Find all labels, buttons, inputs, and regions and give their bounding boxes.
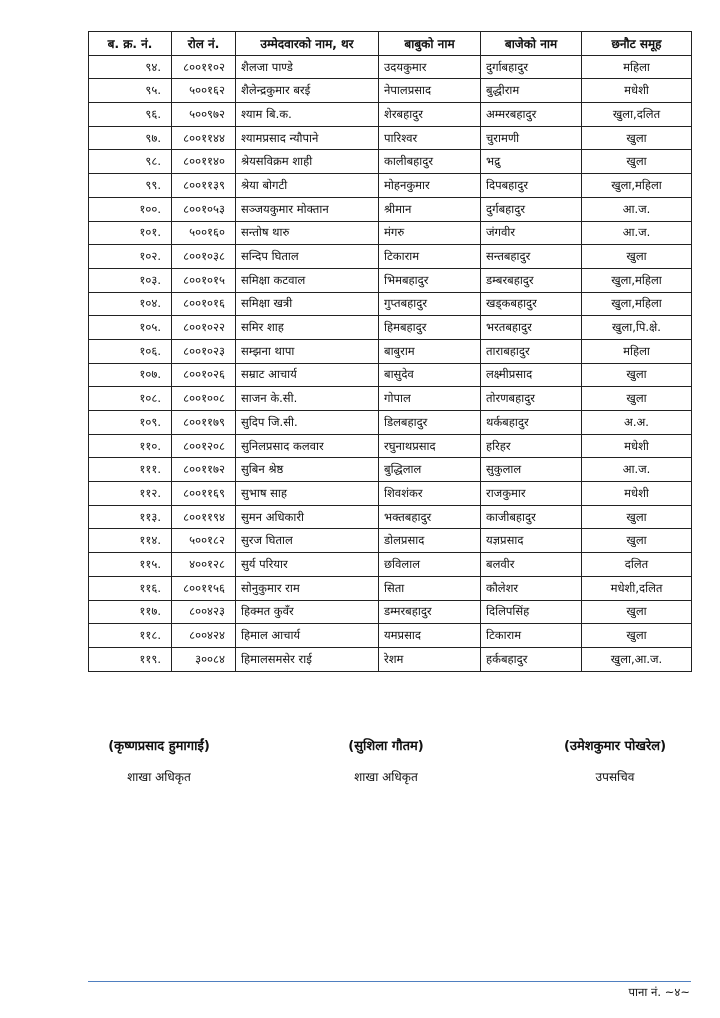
roll-cell: ८००४२३ bbox=[172, 600, 236, 624]
header-group: छनौट समूह bbox=[582, 32, 692, 56]
table-row bbox=[89, 411, 692, 435]
father-name-cell: मंगरु bbox=[379, 221, 481, 245]
grandfather-name-cell: खड्कबहादुर bbox=[481, 292, 582, 316]
serial-cell: १०१. bbox=[89, 221, 172, 245]
table-row bbox=[89, 387, 692, 411]
roll-cell: ५००९७२ bbox=[172, 103, 236, 127]
table-row bbox=[89, 624, 692, 648]
roll-cell: ५००१६० bbox=[172, 221, 236, 245]
serial-cell: ९५. bbox=[89, 79, 172, 103]
serial-cell: १०९. bbox=[89, 411, 172, 435]
grandfather-name-cell: राजकुमार bbox=[481, 482, 582, 506]
serial-cell: १००. bbox=[89, 197, 172, 221]
serial-cell: १०३. bbox=[89, 268, 172, 292]
grandfather-name-cell: काजीबहादुर bbox=[481, 505, 582, 529]
candidate-name-cell: सुनिलप्रसाद कलवार bbox=[236, 434, 379, 458]
table-row bbox=[89, 316, 692, 340]
group-cell: खुला bbox=[582, 529, 692, 553]
table-row bbox=[89, 268, 692, 292]
father-name-cell: रघुनाथप्रसाद bbox=[379, 434, 481, 458]
table-body bbox=[89, 55, 692, 671]
father-name-cell: छविलाल bbox=[379, 553, 481, 577]
header-serial: ब. क्र. नं. bbox=[89, 32, 172, 56]
group-cell: खुला,महिला bbox=[582, 174, 692, 198]
candidate-name-cell: शैलजा पाण्डे bbox=[236, 55, 379, 79]
serial-cell: ९६. bbox=[89, 103, 172, 127]
serial-cell: ११८. bbox=[89, 624, 172, 648]
candidate-name-cell: हिमाल आचार्य bbox=[236, 624, 379, 648]
roll-cell: ८००११९४ bbox=[172, 505, 236, 529]
table-row bbox=[89, 363, 692, 387]
serial-cell: ९७. bbox=[89, 126, 172, 150]
father-name-cell: उदयकुमार bbox=[379, 55, 481, 79]
roll-cell: ८००११७९ bbox=[172, 411, 236, 435]
father-name-cell: यमप्रसाद bbox=[379, 624, 481, 648]
signatory-name: (उमेशकुमार पोखरेल) bbox=[563, 739, 667, 754]
group-cell: मधेशी bbox=[582, 434, 692, 458]
roll-cell: ५००१६२ bbox=[172, 79, 236, 103]
group-cell: खुला bbox=[582, 624, 692, 648]
grandfather-name-cell: हरिहर bbox=[481, 434, 582, 458]
roll-cell: ८००१००८ bbox=[172, 387, 236, 411]
candidate-name-cell: सम्राट आचार्य bbox=[236, 363, 379, 387]
father-name-cell: नेपालप्रसाद bbox=[379, 79, 481, 103]
candidate-name-cell: समिर शाह bbox=[236, 316, 379, 340]
roll-cell: ८००१०२२ bbox=[172, 316, 236, 340]
serial-cell: १०४. bbox=[89, 292, 172, 316]
candidate-name-cell: सन्दिप घिताल bbox=[236, 245, 379, 269]
group-cell: आ.ज. bbox=[582, 458, 692, 482]
table-row bbox=[89, 292, 692, 316]
header-name: उम्मेदवारको नाम, थर bbox=[236, 32, 379, 56]
candidate-name-cell: सुरज घिताल bbox=[236, 529, 379, 553]
serial-cell: १०२. bbox=[89, 245, 172, 269]
table-row bbox=[89, 458, 692, 482]
group-cell: खुला,दलित bbox=[582, 103, 692, 127]
candidate-name-cell: श्यामप्रसाद न्यौपाने bbox=[236, 126, 379, 150]
grandfather-name-cell: दुर्गाबहादुर bbox=[481, 55, 582, 79]
roll-cell: ८००१०२३ bbox=[172, 339, 236, 363]
serial-cell: १०७. bbox=[89, 363, 172, 387]
serial-cell: १०५. bbox=[89, 316, 172, 340]
table-row bbox=[89, 79, 692, 103]
group-cell: खुला,पि.क्षे. bbox=[582, 316, 692, 340]
candidate-name-cell: समिक्षा खत्री bbox=[236, 292, 379, 316]
father-name-cell: बुद्धिलाल bbox=[379, 458, 481, 482]
serial-cell: ११४. bbox=[89, 529, 172, 553]
candidate-name-cell: समिक्षा कटवाल bbox=[236, 268, 379, 292]
table-row bbox=[89, 150, 692, 174]
signature-block-3 bbox=[515, 736, 715, 785]
serial-cell: ११७. bbox=[89, 600, 172, 624]
father-name-cell: डोलप्रसाद bbox=[379, 529, 481, 553]
candidate-name-cell: सुदिप जि.सी. bbox=[236, 411, 379, 435]
table-row bbox=[89, 197, 692, 221]
grandfather-name-cell: दुर्गबहादुर bbox=[481, 197, 582, 221]
father-name-cell: गोपाल bbox=[379, 387, 481, 411]
group-cell: खुला,महिला bbox=[582, 268, 692, 292]
group-cell: आ.ज. bbox=[582, 197, 692, 221]
grandfather-name-cell: दिलिपसिंह bbox=[481, 600, 582, 624]
father-name-cell: सिता bbox=[379, 576, 481, 600]
group-cell: दलित bbox=[582, 553, 692, 577]
father-name-cell: भिमबहादुर bbox=[379, 268, 481, 292]
grandfather-name-cell: बलवीर bbox=[481, 553, 582, 577]
grandfather-name-cell: डम्बरबहादुर bbox=[481, 268, 582, 292]
grandfather-name-cell: कौलेशर bbox=[481, 576, 582, 600]
group-cell: खुला bbox=[582, 245, 692, 269]
father-name-cell: डम्मरबहादुर bbox=[379, 600, 481, 624]
roll-cell: ८००१०१५ bbox=[172, 268, 236, 292]
grandfather-name-cell: टिकाराम bbox=[481, 624, 582, 648]
group-cell: खुला bbox=[582, 363, 692, 387]
header-grandfather: बाजेको नाम bbox=[481, 32, 582, 56]
table-row bbox=[89, 576, 692, 600]
group-cell: आ.ज. bbox=[582, 221, 692, 245]
roll-cell: ५००१८२ bbox=[172, 529, 236, 553]
table-row bbox=[89, 434, 692, 458]
roll-cell: ८००११४४ bbox=[172, 126, 236, 150]
table-row bbox=[89, 174, 692, 198]
group-cell: खुला,महिला bbox=[582, 292, 692, 316]
table-row bbox=[89, 482, 692, 506]
grandfather-name-cell: तोरणबहादुर bbox=[481, 387, 582, 411]
father-name-cell: भक्तबहादुर bbox=[379, 505, 481, 529]
group-cell: मधेशी,दलित bbox=[582, 576, 692, 600]
grandfather-name-cell: सन्तबहादुर bbox=[481, 245, 582, 269]
roll-cell: ८००१०३८ bbox=[172, 245, 236, 269]
table-row bbox=[89, 221, 692, 245]
candidate-name-cell: श्याम बि.क. bbox=[236, 103, 379, 127]
father-name-cell: पारिश्वर bbox=[379, 126, 481, 150]
group-cell: खुला bbox=[582, 150, 692, 174]
father-name-cell: हिमबहादुर bbox=[379, 316, 481, 340]
roll-cell: ८००१२०८ bbox=[172, 434, 236, 458]
serial-cell: ११२. bbox=[89, 482, 172, 506]
table-row bbox=[89, 126, 692, 150]
serial-cell: ११०. bbox=[89, 434, 172, 458]
serial-cell: ११९. bbox=[89, 647, 172, 671]
grandfather-name-cell: थर्कबहादुर bbox=[481, 411, 582, 435]
serial-cell: १११. bbox=[89, 458, 172, 482]
roll-cell: ८००११७२ bbox=[172, 458, 236, 482]
signatory-title: शाखा अधिकृत bbox=[354, 770, 418, 784]
serial-cell: ९४. bbox=[89, 55, 172, 79]
serial-cell: ११३. bbox=[89, 505, 172, 529]
roll-cell: ८००११६९ bbox=[172, 482, 236, 506]
table-row bbox=[89, 529, 692, 553]
candidate-name-cell: सन्तोष थारु bbox=[236, 221, 379, 245]
signatory-title: शाखा अधिकृत bbox=[127, 770, 191, 784]
roll-cell: ४००१२८ bbox=[172, 553, 236, 577]
father-name-cell: कालीबहादुर bbox=[379, 150, 481, 174]
grandfather-name-cell: यज्ञप्रसाद bbox=[481, 529, 582, 553]
table-header-row bbox=[89, 32, 692, 56]
group-cell: महिला bbox=[582, 339, 692, 363]
page-number: पाना नं. ~४~ bbox=[628, 985, 690, 999]
father-name-cell: बासुदेव bbox=[379, 363, 481, 387]
group-cell: मधेशी bbox=[582, 79, 692, 103]
candidate-name-cell: श्रेयसविक्रम शाही bbox=[236, 150, 379, 174]
father-name-cell: मोहनकुमार bbox=[379, 174, 481, 198]
father-name-cell: शेरबहादुर bbox=[379, 103, 481, 127]
table-row bbox=[89, 103, 692, 127]
father-name-cell: शिवशंकर bbox=[379, 482, 481, 506]
roll-cell: ८००४२४ bbox=[172, 624, 236, 648]
roll-cell: ८००१०५३ bbox=[172, 197, 236, 221]
grandfather-name-cell: लक्ष्मीप्रसाद bbox=[481, 363, 582, 387]
roll-cell: ८००१०१६ bbox=[172, 292, 236, 316]
group-cell: खुला bbox=[582, 387, 692, 411]
candidate-name-cell: सुभाष साह bbox=[236, 482, 379, 506]
table-row bbox=[89, 55, 692, 79]
candidate-name-cell: हिमालसमसेर राई bbox=[236, 647, 379, 671]
candidate-name-cell: सोनुकुमार राम bbox=[236, 576, 379, 600]
table-row bbox=[89, 505, 692, 529]
serial-cell: १०६. bbox=[89, 339, 172, 363]
roll-cell: ८००११४० bbox=[172, 150, 236, 174]
father-name-cell: बाबुराम bbox=[379, 339, 481, 363]
group-cell: मधेशी bbox=[582, 482, 692, 506]
header-father: बाबुको नाम bbox=[379, 32, 481, 56]
candidate-name-cell: सुबिन श्रेष्ठ bbox=[236, 458, 379, 482]
roll-cell: ३००८४ bbox=[172, 647, 236, 671]
candidate-name-cell: सुर्य परियार bbox=[236, 553, 379, 577]
candidate-name-cell: सम्झना थापा bbox=[236, 339, 379, 363]
group-cell: महिला bbox=[582, 55, 692, 79]
signatory-title: उपसचिव bbox=[595, 770, 635, 784]
signature-block-1 bbox=[59, 736, 259, 785]
signatory-name: (सुशिला गौतम) bbox=[348, 739, 424, 754]
candidate-name-cell: साजन के.सी. bbox=[236, 387, 379, 411]
roll-cell: ८००१०२६ bbox=[172, 363, 236, 387]
footer-divider bbox=[88, 981, 691, 982]
group-cell: खुला bbox=[582, 126, 692, 150]
table-row bbox=[89, 647, 692, 671]
candidate-name-cell: सञ्जयकुमार मोक्तान bbox=[236, 197, 379, 221]
table-row bbox=[89, 245, 692, 269]
father-name-cell: टिकाराम bbox=[379, 245, 481, 269]
father-name-cell: रेशम bbox=[379, 647, 481, 671]
roll-cell: ८००११०२ bbox=[172, 55, 236, 79]
grandfather-name-cell: दिपबहादुर bbox=[481, 174, 582, 198]
serial-cell: १०८. bbox=[89, 387, 172, 411]
table-row bbox=[89, 339, 692, 363]
serial-cell: ११५. bbox=[89, 553, 172, 577]
grandfather-name-cell: सुकुलाल bbox=[481, 458, 582, 482]
serial-cell: ११६. bbox=[89, 576, 172, 600]
table-row bbox=[89, 600, 692, 624]
father-name-cell: गुप्तबहादुर bbox=[379, 292, 481, 316]
father-name-cell: डिलबहादुर bbox=[379, 411, 481, 435]
group-cell: अ.अ. bbox=[582, 411, 692, 435]
group-cell: खुला,आ.ज. bbox=[582, 647, 692, 671]
grandfather-name-cell: बुद्धीराम bbox=[481, 79, 582, 103]
roll-cell: ८००११५६ bbox=[172, 576, 236, 600]
results-table bbox=[88, 31, 692, 672]
table-row bbox=[89, 553, 692, 577]
header-roll: रोल नं. bbox=[172, 32, 236, 56]
father-name-cell: श्रीमान bbox=[379, 197, 481, 221]
candidate-name-cell: सुमन अधिकारी bbox=[236, 505, 379, 529]
grandfather-name-cell: हर्कबहादुर bbox=[481, 647, 582, 671]
group-cell: खुला bbox=[582, 600, 692, 624]
roll-cell: ८००११३९ bbox=[172, 174, 236, 198]
signatory-name: (कृष्णप्रसाद हुमागाईं) bbox=[108, 739, 210, 754]
candidate-name-cell: शैलेन्द्रकुमार बरई bbox=[236, 79, 379, 103]
grandfather-name-cell: भद्रु bbox=[481, 150, 582, 174]
grandfather-name-cell: अम्मरबहादुर bbox=[481, 103, 582, 127]
grandfather-name-cell: भरतबहादुर bbox=[481, 316, 582, 340]
candidate-name-cell: हिक्मत कुवँर bbox=[236, 600, 379, 624]
group-cell: खुला bbox=[582, 505, 692, 529]
grandfather-name-cell: चुरामणी bbox=[481, 126, 582, 150]
serial-cell: ९९. bbox=[89, 174, 172, 198]
signature-block-2 bbox=[286, 736, 486, 785]
candidate-name-cell: श्रेया बोगटी bbox=[236, 174, 379, 198]
grandfather-name-cell: ताराबहादुर bbox=[481, 339, 582, 363]
serial-cell: ९८. bbox=[89, 150, 172, 174]
grandfather-name-cell: जंगवीर bbox=[481, 221, 582, 245]
